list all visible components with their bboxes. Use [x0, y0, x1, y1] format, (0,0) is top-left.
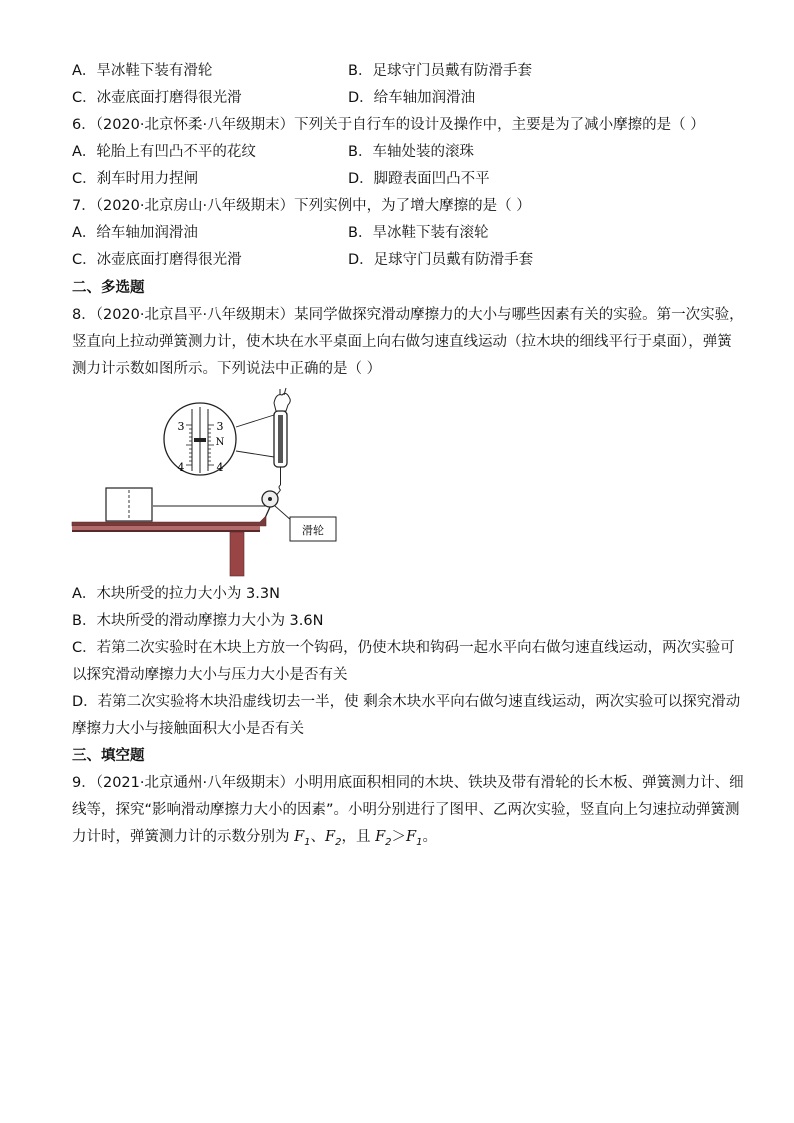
q8-option-d-line-1: D．若第二次实验将木块沿虚线切去一半，使 剩余木块水平向右做匀速直线运动，两次实验可以探究滑动 [72, 694, 741, 710]
q8-option-b: B．木块所受的滑动摩擦力大小为 3.6N [72, 613, 324, 629]
q9-line-3 [72, 827, 437, 853]
dial-right-top: 3 [216, 420, 224, 433]
q8-option-c-line-2: 以探究滑动摩擦力大小与压力大小是否有关 [72, 667, 348, 683]
q9-f1-symbol-b: F [406, 829, 417, 845]
q9-f2-symbol: F [325, 829, 336, 845]
q8-stem-line-3: 测力计示数如图所示。下列说法中正确的是（ ） [72, 361, 382, 377]
section-multiple-choice-heading: 二、多选题 [72, 280, 145, 296]
q9-f1-subscript-b: 1 [416, 836, 423, 848]
q9-line-2: 线等，探究“影响滑动摩擦力大小的因素”。小明分别进行了图甲、乙两次实验，竖直向上匀速拉动弹簧测 [72, 802, 740, 818]
q5-option-d: D．给车轴加润滑油 [348, 90, 476, 106]
q9-f1-symbol: F [294, 829, 305, 845]
table-icon [72, 516, 266, 576]
friction-experiment-figure [70, 385, 350, 580]
scale-pointer-icon [194, 438, 206, 442]
q6-option-a: A．轮胎上有凹凸不平的花纹 [72, 144, 256, 160]
spring-scale-icon [274, 411, 287, 490]
dial-left-bottom: 4 [177, 461, 185, 474]
section-fill-in-heading: 三、填空题 [72, 748, 145, 764]
hand-icon [274, 388, 290, 411]
pulley-label: 滑轮 [302, 524, 324, 537]
q7-option-a: A．给车轴加润滑油 [72, 225, 198, 241]
q6-stem: 6．（2020·北京怀柔·八年级期末）下列关于自行车的设计及操作中，主要是为了减小摩擦的是（ ） [72, 117, 705, 133]
q7-option-c: C．冰壶底面打磨得很光滑 [72, 252, 242, 268]
q9-end: 。 [422, 829, 437, 845]
dial-unit: N [215, 437, 225, 448]
q9-f2-subscript-b: 2 [385, 836, 392, 848]
q8-option-d-line-2: 摩擦力大小与接触面积大小是否有关 [72, 721, 304, 737]
q6-option-c: C．刹车时用力捏闸 [72, 171, 199, 187]
q9-line-3-prefix: 力计时，弹簧测力计的示数分别为 [72, 829, 295, 845]
q5-option-a: A．旱冰鞋下装有滑轮 [72, 63, 213, 79]
q9-greater-than: ＞ [391, 829, 407, 845]
q7-option-d: D．足球守门员戴有防滑手套 [348, 252, 534, 268]
q9-mid: ，且 [341, 829, 376, 845]
pulley-icon [262, 491, 278, 518]
q8-option-a: A．木块所受的拉力大小为 3.3N [72, 586, 280, 602]
q8-option-c-line-1: C．若第二次实验时在木块上方放一个钩码，仍使木块和钩码一起水平向右做匀速直线运动，两次实验可 [72, 640, 735, 656]
q7-option-b: B．旱冰鞋下装有滚轮 [348, 225, 489, 241]
q5-option-b: B．足球守门员戴有防滑手套 [348, 63, 532, 79]
q6-option-b: B．车轴处装的滚珠 [348, 144, 474, 160]
q7-stem: 7．（2020·北京房山·八年级期末）下列实例中，为了增大摩擦的是（ ） [72, 198, 531, 214]
q9-f2-subscript: 2 [335, 836, 342, 848]
q8-stem-line-1: 8．（2020·北京昌平·八年级期末）某同学做探究滑动摩擦力的大小与哪些因素有关的实验。第一次实验， [72, 307, 744, 323]
q9-line-1: 9．（2021·北京通州·八年级期末）小明用底面积相同的木块、铁块及带有滑轮的长木板、弹簧测力计、细 [72, 775, 744, 791]
q9-f2-symbol-b: F [375, 829, 386, 845]
dial-right-bottom: 4 [216, 461, 224, 474]
q5-option-c: C．冰壶底面打磨得很光滑 [72, 90, 242, 106]
spring-scale-dial-magnified [164, 403, 236, 475]
q9-f1-subscript: 1 [304, 836, 311, 848]
q8-stem-line-2: 竖直向上拉动弹簧测力计，使木块在水平桌面上向右做匀速直线运动（拉木块的细线平行于桌面），弹簧 [72, 334, 732, 350]
dial-left-top: 3 [177, 420, 185, 433]
q6-option-d: D．脚蹬表面凹凸不平 [348, 171, 490, 187]
q9-separator: 、 [310, 829, 326, 845]
